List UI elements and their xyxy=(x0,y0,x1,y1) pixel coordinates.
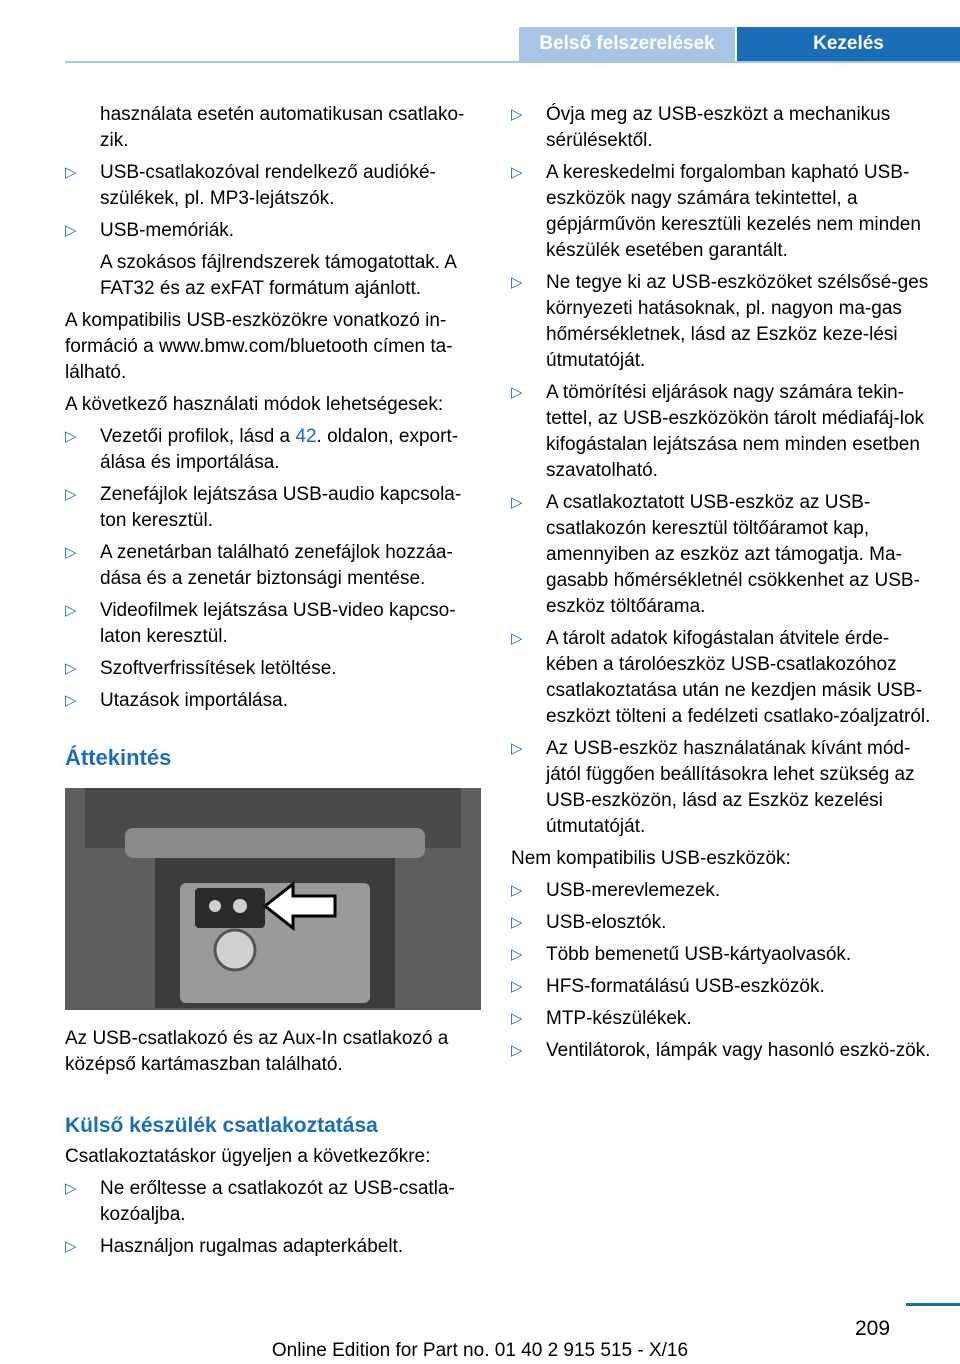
list-item: ▷ Több bemenetű USB-kártyaolvasók. xyxy=(511,942,931,968)
list-item: ▷ Óvja meg az USB-eszközt a mechanikus sérülésektől. xyxy=(511,104,891,151)
paragraph: Csatlakoztatáskor ügyeljen a következőkre: xyxy=(65,1146,431,1167)
edition-footer: Online Edition for Part no. 01 40 2 915 515 - X/16 xyxy=(271,1340,689,1361)
bullet-icon: ▷ xyxy=(65,660,77,677)
bullet-icon: ▷ xyxy=(65,1238,77,1255)
footer-rule xyxy=(906,1303,960,1306)
bullet-icon: ▷ xyxy=(511,740,523,757)
bullet-icon: ▷ xyxy=(65,486,77,503)
list-item: ▷ A tárolt adatok kifogástalan átvitele érde-kében a tárolóeszköz USB-csatlakozóhoz csatlakoztatása után ne kezdjen másik USB-eszközt tölteni a fedélzeti csatlako-zóaljzatról. xyxy=(511,628,931,727)
bullet-icon: ▷ xyxy=(65,222,77,239)
bullet-icon: ▷ xyxy=(65,602,77,619)
bullet-icon: ▷ xyxy=(511,494,523,511)
bullet-icon: ▷ xyxy=(65,164,77,181)
paragraph: Nem kompatibilis USB-eszközök: xyxy=(511,848,791,869)
header-section-tab[interactable]: Belső felszerelések xyxy=(519,27,735,61)
list-item: ▷ Ventilátorok, lámpák vagy hasonló eszkö-zök. xyxy=(511,1038,931,1064)
list-item: ▷ USB-elosztók. xyxy=(511,910,931,936)
bullet-icon: ▷ xyxy=(511,164,523,181)
list-item: ▷ Vezetői profilok, lásd a 42. oldalon, export-álása és importálása. xyxy=(65,426,459,473)
bullet-icon: ▷ xyxy=(511,630,523,647)
bullet-icon: ▷ xyxy=(65,1180,77,1197)
header-rule xyxy=(65,61,960,63)
heading-connect-device: Külső készülék csatlakoztatása xyxy=(65,1114,378,1137)
bullet-icon: ▷ xyxy=(511,274,523,291)
intro-continuation: használata esetén automatikusan csatlako-zik. xyxy=(100,104,465,151)
list-item: ▷ USB-memóriák. xyxy=(65,218,483,244)
bullet-icon: ▷ xyxy=(511,106,523,123)
list-item: ▷ HFS-formatálású USB-eszközök. xyxy=(511,974,931,1000)
bullet-icon: ▷ xyxy=(511,384,523,401)
list-item: ▷ A tömörítési eljárások nagy számára tekin-tettel, az USB-eszközökön tárolt médiafáj-lok kifogástalan lejátszása nem minden esetben szavatolható. xyxy=(511,382,925,481)
armrest-usb-photo xyxy=(65,788,481,1010)
heading-overview: Áttekintés xyxy=(65,745,172,770)
bullet-icon: ▷ xyxy=(511,1042,523,1059)
list-item: ▷ Az USB-eszköz használatának kívánt mód-jától függően beállításokra lehet szükség az USB-eszközön, lásd az Eszköz kezelési útmutatóját. xyxy=(511,738,915,837)
list-item: ▷ USB-merevlemezek. xyxy=(511,878,931,904)
list-item: ▷ Ne erőltesse a csatlakozót az USB-csatla-kozóaljba. xyxy=(65,1178,455,1225)
bullet-icon: ▷ xyxy=(511,882,523,899)
list-item: ▷ USB-csatlakozóval rendelkező audióké-szülékek, pl. MP3-lejátszók. xyxy=(65,162,436,209)
bullet-icon: ▷ xyxy=(65,544,77,561)
header-chapter-tab[interactable]: Kezelés xyxy=(737,27,960,61)
list-item: ▷ Utazások importálása. xyxy=(65,688,483,714)
bullet-icon: ▷ xyxy=(511,1010,523,1027)
list-item: ▷ Videofilmek lejátszása USB-video kapcso-laton keresztül. xyxy=(65,600,456,647)
list-item: ▷ A kereskedelmi forgalomban kapható USB-eszközök nagy számára tekintettel, a gépjárművön keresztüli kezelés nem minden készülék esetében garantált. xyxy=(511,162,921,261)
paragraph: A kompatibilis USB-eszközökre vonatkozó in-formáció a www.bmw.com/bluetooth címen ta-lálható. xyxy=(65,310,453,383)
list-item: ▷ A zenetárban található zenefájlok hozzáa-dása és a zenetár biztonsági mentése. xyxy=(65,542,453,589)
bullet-icon: ▷ xyxy=(65,428,77,445)
bullet-icon: ▷ xyxy=(65,692,77,709)
armrest-usb-illustration xyxy=(65,788,481,1010)
list-item: ▷ Használjon rugalmas adapterkábelt. xyxy=(65,1234,483,1260)
list-item: ▷ Szoftverfrissítések letöltése. xyxy=(65,656,483,682)
page-number: 209 xyxy=(855,1317,891,1340)
list-item: ▷ MTP-készülékek. xyxy=(511,1006,931,1032)
left-column xyxy=(65,102,483,1266)
photo-caption: Az USB-csatlakozó és az Aux-In csatlakozó a középső kartámaszban található. xyxy=(65,1028,449,1075)
bullet-icon: ▷ xyxy=(511,914,523,931)
page-link[interactable]: 42 xyxy=(295,426,317,447)
bullet-icon: ▷ xyxy=(511,978,523,995)
list-item-continuation: A szokásos fájlrendszerek támogatottak. A FAT32 és az exFAT formátum ajánlott. xyxy=(100,252,456,299)
paragraph: A következő használati módok lehetségesek: xyxy=(65,394,444,415)
list-item: ▷ A csatlakoztatott USB-eszköz az USB-csatlakozón keresztül töltőáramot kap, amennyiben az eszköz azt támogatja. Ma-gasabb hőmérsékletnél csökkenhet az USB-eszköz töltőárama. xyxy=(511,492,920,617)
bullet-icon: ▷ xyxy=(511,946,523,963)
right-column xyxy=(511,102,931,1070)
list-item: ▷ Ne tegye ki az USB-eszközöket szélsősé-ges környezeti hatásoknak, pl. nagyon ma-gas hőmérsékletnek, lásd az Eszköz keze-lési útmutatóját. xyxy=(511,272,929,371)
list-item: ▷ Zenefájlok lejátszása USB-audio kapcsola-ton keresztül. xyxy=(65,484,462,531)
